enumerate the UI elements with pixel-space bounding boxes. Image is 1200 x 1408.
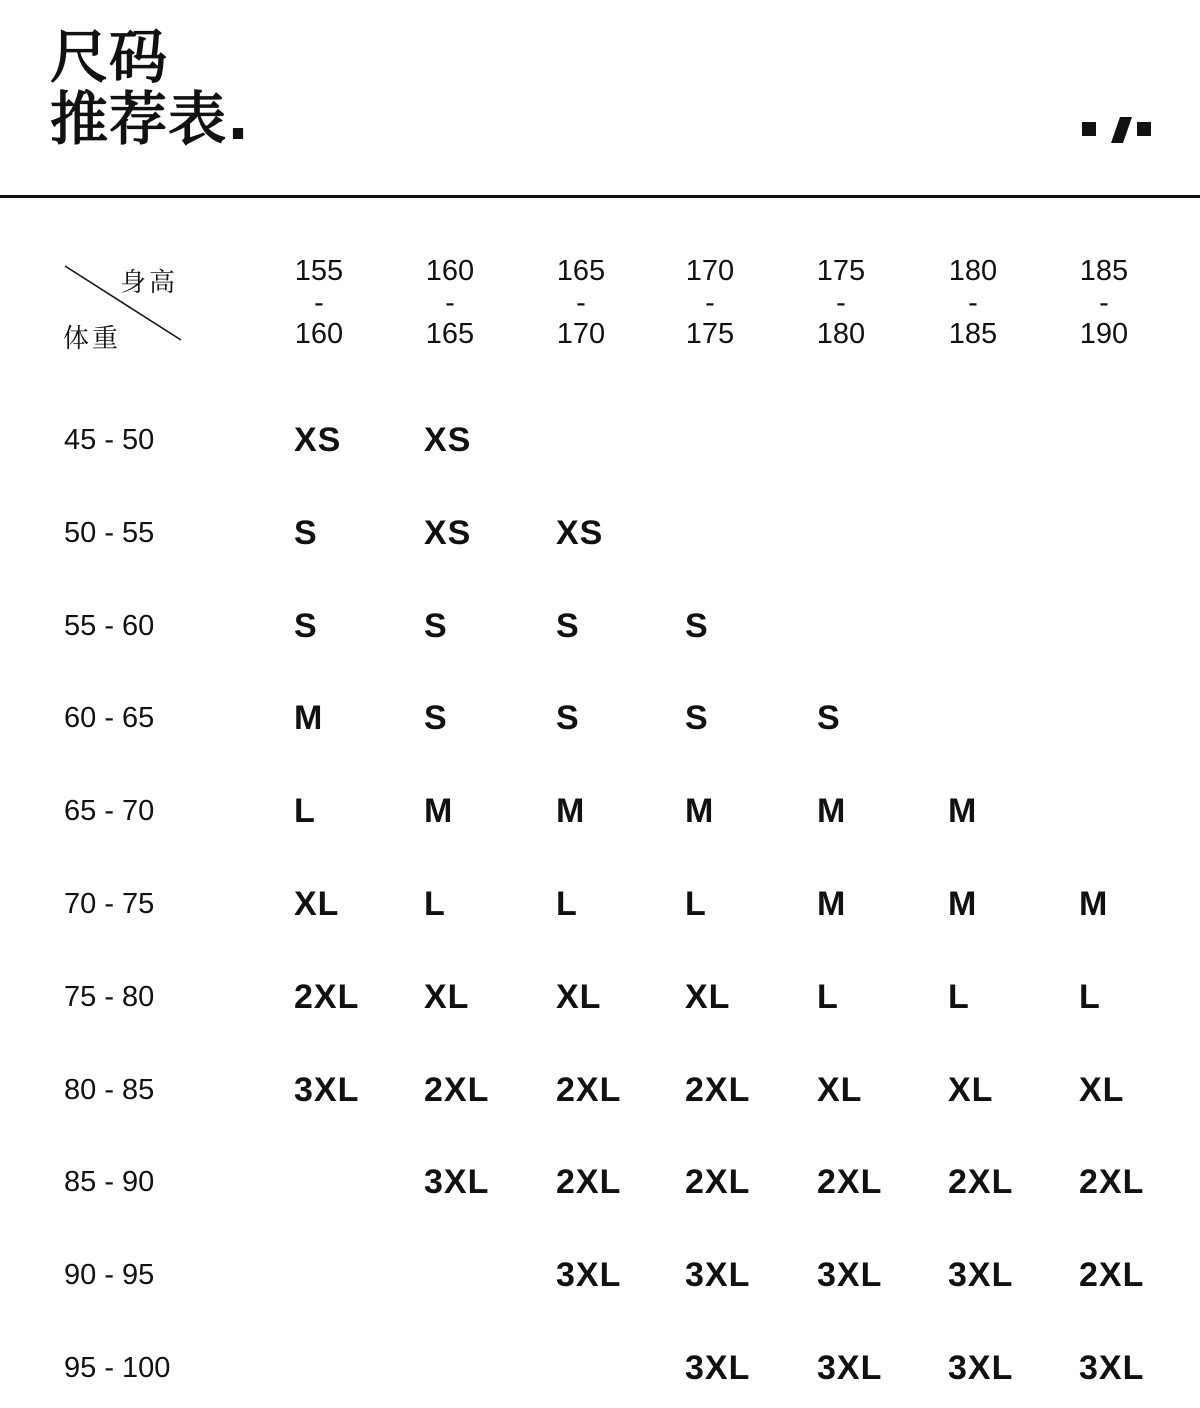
height-range-header	[670, 256, 750, 350]
height-range-sep: -	[968, 287, 978, 319]
weight-range-label: 55 - 60	[64, 610, 155, 642]
height-range-header	[541, 256, 621, 350]
size-cell: 3XL	[817, 1256, 883, 1294]
size-cell: M	[424, 792, 454, 830]
size-cell: 3XL	[294, 1071, 360, 1109]
height-range-sep: -	[576, 287, 586, 319]
height-range-sep: -	[836, 287, 846, 319]
size-cell: XS	[424, 514, 472, 552]
size-cell: XL	[948, 1071, 994, 1109]
height-range-from: 185	[1079, 255, 1129, 287]
table-corner-header	[63, 262, 185, 354]
height-range-from: 165	[556, 255, 606, 287]
height-range-sep: -	[314, 287, 324, 319]
height-range-header	[933, 256, 1013, 350]
size-cell: 3XL	[1079, 1349, 1145, 1387]
size-cell: XS	[556, 514, 604, 552]
size-cell: L	[817, 978, 839, 1016]
size-cell: M	[817, 885, 847, 923]
height-range-to: 160	[294, 318, 344, 350]
size-cell: XL	[1079, 1071, 1125, 1109]
size-cell: L	[1079, 978, 1101, 1016]
weight-range-label: 50 - 55	[64, 517, 155, 549]
height-range-header	[279, 256, 359, 350]
height-range-from: 170	[685, 255, 735, 287]
size-cell: M	[556, 792, 586, 830]
size-cell: 3XL	[685, 1256, 751, 1294]
size-cell: M	[817, 792, 847, 830]
size-cell: S	[424, 607, 448, 645]
height-range-to: 170	[556, 318, 606, 350]
size-cell: L	[685, 885, 707, 923]
size-cell: XL	[294, 885, 340, 923]
weight-range-label: 65 - 70	[64, 795, 155, 827]
height-range-to: 180	[816, 318, 866, 350]
size-cell: L	[294, 792, 316, 830]
weight-range-label: 85 - 90	[64, 1166, 155, 1198]
size-cell: XL	[424, 978, 470, 1016]
size-cell: 2XL	[294, 978, 360, 1016]
size-cell: 3XL	[556, 1256, 622, 1294]
size-cell: XL	[817, 1071, 863, 1109]
height-range-to: 165	[425, 318, 475, 350]
size-cell: M	[294, 699, 324, 737]
height-range-header	[1064, 256, 1144, 350]
size-cell: L	[424, 885, 446, 923]
size-cell: 2XL	[685, 1071, 751, 1109]
weight-range-label: 45 - 50	[64, 424, 155, 456]
size-cell: S	[294, 514, 318, 552]
size-cell: 2XL	[685, 1163, 751, 1201]
title-line-1: 尺码	[50, 23, 169, 91]
size-cell: 2XL	[1079, 1163, 1145, 1201]
size-cell: S	[294, 607, 318, 645]
weight-range-label: 60 - 65	[64, 702, 155, 734]
size-cell: L	[948, 978, 970, 1016]
size-cell: XS	[424, 421, 472, 459]
height-range-to: 185	[948, 318, 998, 350]
header-divider	[0, 195, 1200, 198]
size-cell: 2XL	[556, 1163, 622, 1201]
weight-range-label: 90 - 95	[64, 1259, 155, 1291]
size-cell: 2XL	[817, 1163, 883, 1201]
height-range-sep: -	[705, 287, 715, 319]
size-cell: 3XL	[948, 1256, 1014, 1294]
size-cell: M	[685, 792, 715, 830]
weight-range-label: 70 - 75	[64, 888, 155, 920]
height-range-from: 180	[948, 255, 998, 287]
height-range-sep: -	[1099, 287, 1109, 319]
size-cell: XS	[294, 421, 342, 459]
weight-range-label: 95 - 100	[64, 1352, 171, 1384]
size-cell: 2XL	[948, 1163, 1014, 1201]
brand-slash-logo-icon	[1082, 116, 1152, 144]
height-range-from: 175	[816, 255, 866, 287]
size-cell: 2XL	[424, 1071, 490, 1109]
size-cell: XL	[556, 978, 602, 1016]
height-range-sep: -	[445, 287, 455, 319]
height-range-to: 190	[1079, 318, 1129, 350]
size-cell: M	[948, 792, 978, 830]
height-range-header	[410, 256, 490, 350]
title-line-2: 推荐表.	[50, 85, 251, 153]
height-range-to: 175	[685, 318, 735, 350]
height-range-from: 160	[425, 255, 475, 287]
size-cell: L	[556, 885, 578, 923]
height-axis-label: 身高	[120, 268, 179, 298]
size-cell: M	[1079, 885, 1109, 923]
size-cell: S	[556, 607, 580, 645]
weight-range-label: 80 - 85	[64, 1074, 155, 1106]
weight-range-label: 75 - 80	[64, 981, 155, 1013]
size-cell: S	[685, 607, 709, 645]
weight-axis-label: 体重	[63, 324, 122, 354]
page-title	[50, 23, 251, 153]
size-cell: S	[817, 699, 841, 737]
size-cell: 2XL	[556, 1071, 622, 1109]
size-cell: 3XL	[817, 1349, 883, 1387]
height-range-header	[801, 256, 881, 350]
size-cell: XL	[685, 978, 731, 1016]
size-cell: S	[556, 699, 580, 737]
size-cell: 3XL	[948, 1349, 1014, 1387]
size-cell: 2XL	[1079, 1256, 1145, 1294]
size-cell: 3XL	[424, 1163, 490, 1201]
height-range-from: 155	[294, 255, 344, 287]
size-cell: S	[685, 699, 709, 737]
size-cell: 3XL	[685, 1349, 751, 1387]
size-cell: S	[424, 699, 448, 737]
size-cell: M	[948, 885, 978, 923]
